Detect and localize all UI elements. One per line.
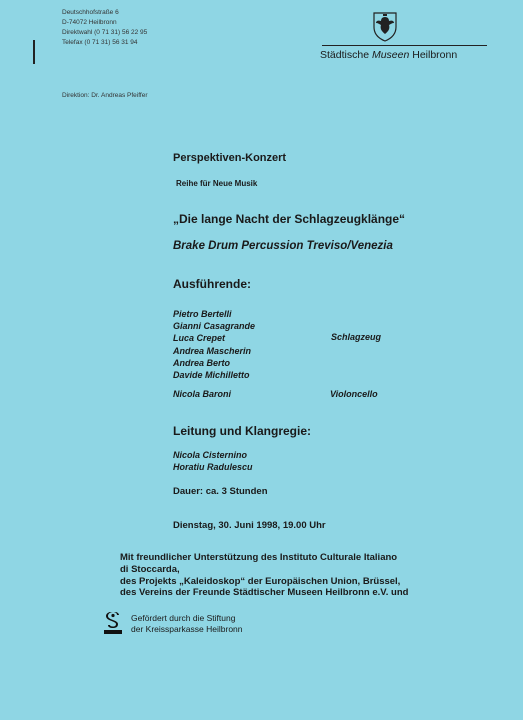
percussionist-list [173, 308, 255, 381]
address-line: Deutschhofstraße 6 [62, 9, 119, 16]
museum-name-prefix: Städtische [320, 49, 372, 61]
concert-series: Reihe für Neue Musik [176, 179, 258, 188]
sponsor-line: Gefördert durch die Stiftung [131, 613, 236, 623]
performer-name: Pietro Bertelli [173, 309, 232, 319]
concert-title: Perspektiven-Konzert [173, 152, 287, 164]
performer-name: Andrea Berto [173, 357, 231, 368]
museum-name-italic: Museen [371, 49, 410, 61]
support-line: des Projekts „Kaleidoskop“ der Europäischen Union, Brüssel, [120, 575, 401, 587]
duration: Dauer: ca. 3 Stunden [173, 486, 268, 497]
ensemble-name: Brake Drum Percussion Treviso/Venezia [173, 240, 393, 252]
director-line: Direktion: Dr. Andreas Pfeiffer [62, 92, 148, 99]
sender-address [62, 8, 147, 48]
direction-names [173, 449, 253, 473]
letterhead-rule [322, 45, 487, 46]
performer-name: Gianni Casagrande [173, 321, 256, 332]
address-line: D-74072 Heilbronn [62, 19, 117, 26]
binder-mark [33, 40, 35, 64]
support-line: di Stoccarda, [120, 563, 180, 575]
performers-heading: Ausführende: [173, 277, 251, 291]
performer-name: Davide Michilletto [173, 370, 250, 381]
cellist-name: Nicola Baroni [173, 389, 232, 399]
museum-name-suffix: Heilbronn [409, 49, 458, 61]
support-line: des Vereins der Freunde Städtischer Museen Heilbronn e.V. und [120, 587, 409, 599]
concert-date: Dienstag, 30. Juni 1998, 19.00 Uhr [173, 520, 326, 531]
performer-name: Andrea Mascherin [173, 345, 252, 356]
heilbronn-crest-icon [371, 10, 399, 42]
support-line: Mit freundlicher Unterstützung des Instituto Culturale Italiano [120, 552, 398, 563]
cello-role: Violoncello [330, 389, 378, 399]
program-title: „Die lange Nacht der Schlagzeugklänge“ [173, 212, 406, 226]
sponsor-text [131, 613, 243, 634]
address-line: Telefax (0 71 31) 56 31 94 [62, 39, 138, 46]
address-line: Direktwahl (0 71 31) 56 22 95 [62, 29, 148, 36]
sponsor-line: der Kreissparkasse Heilbronn [131, 623, 243, 634]
percussion-role: Schlagzeug [331, 332, 382, 342]
support-text [120, 552, 408, 599]
director-name: Nicola Cisternino [173, 450, 248, 460]
museum-name [320, 49, 457, 61]
sparkasse-logo-icon [104, 612, 122, 634]
direction-heading: Leitung und Klangregie: [173, 424, 311, 438]
director-name: Horatiu Radulescu [173, 462, 253, 473]
performer-name: Luca Crepet [173, 333, 226, 344]
